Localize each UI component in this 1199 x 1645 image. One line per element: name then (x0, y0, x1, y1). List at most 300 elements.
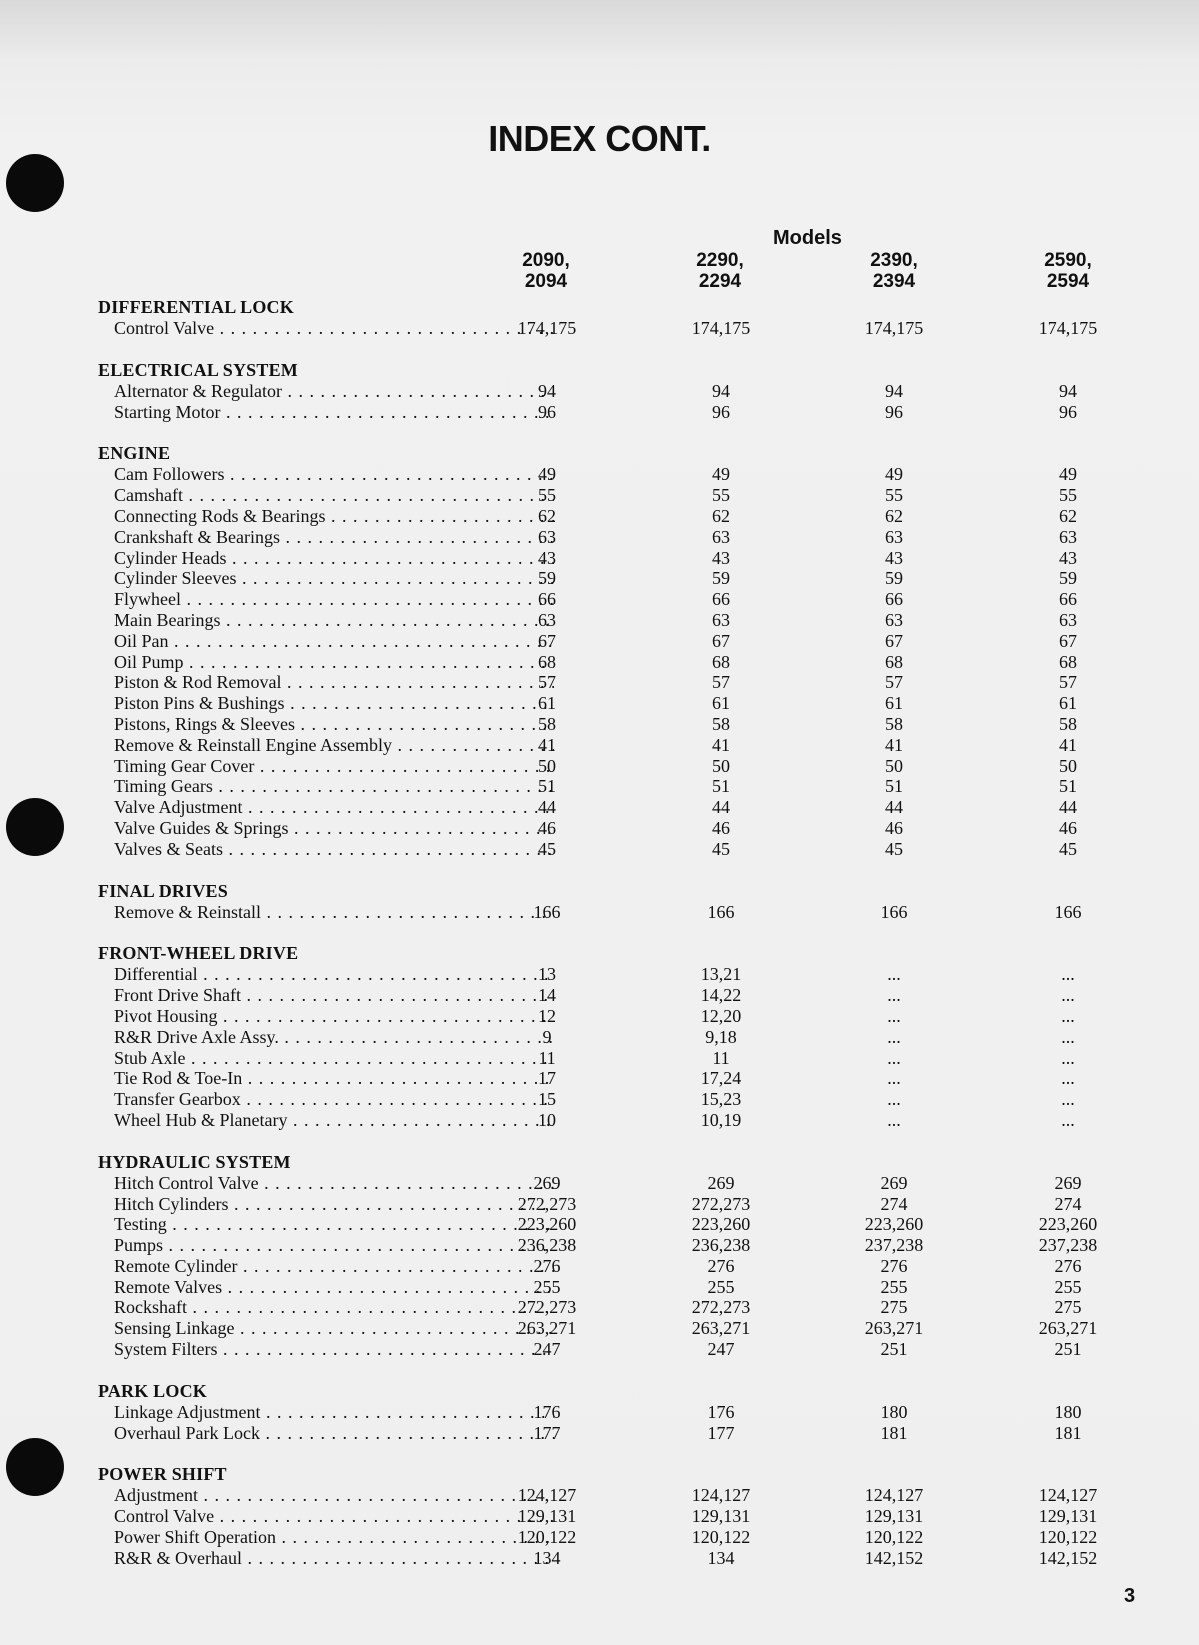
page-reference: 49 (538, 464, 556, 485)
page-reference: ... (1061, 1047, 1075, 1068)
page-reference: 263,271 (864, 1318, 924, 1339)
column-header-line2: 2594 (1046, 271, 1090, 292)
page-reference: 68 (885, 651, 903, 672)
page-reference: ... (887, 1026, 901, 1047)
index-section (98, 943, 1158, 1130)
entry-label: Pivot Housing (114, 1005, 218, 1026)
index-row (98, 1235, 1158, 1256)
page-reference: ... (887, 964, 901, 985)
page-reference: 62 (885, 505, 903, 526)
entry-label: Adjustment (114, 1485, 198, 1506)
index-table (98, 297, 1158, 1590)
section-title: DIFFERENTIAL LOCK (98, 297, 294, 317)
page-reference: 45 (538, 838, 556, 859)
entry-label: Front Drive Shaft (114, 985, 241, 1006)
page-reference: 255 (533, 1276, 561, 1297)
entry-label: Tie Rod & Toe-In (114, 1068, 243, 1089)
index-row (98, 735, 1158, 756)
page-reference: ... (887, 1068, 901, 1089)
index-section (98, 1152, 1158, 1360)
page-reference: 63 (538, 526, 556, 547)
index-row (98, 1256, 1158, 1277)
page-reference: 63 (712, 609, 730, 630)
entry-label: Linkage Adjustment (114, 1401, 261, 1422)
index-row (98, 1173, 1158, 1194)
page-reference: 96 (538, 401, 556, 422)
page-reference: 50 (1059, 755, 1077, 776)
page-reference: 45 (712, 838, 730, 859)
index-row (98, 964, 1158, 985)
page-reference: 255 (707, 1276, 735, 1297)
page-reference: ... (1061, 1068, 1075, 1089)
page-reference: 120,122 (517, 1527, 577, 1548)
entry-label: Cylinder Heads (114, 547, 227, 568)
page-reference: 263,271 (691, 1318, 751, 1339)
page-reference: 50 (538, 755, 556, 776)
page-reference: 10 (538, 1109, 556, 1130)
page-reference: ... (1061, 1005, 1075, 1026)
page-reference: ... (1061, 1026, 1075, 1047)
page-reference: 57 (885, 672, 903, 693)
index-row (98, 1027, 1158, 1048)
index-row (98, 839, 1158, 860)
entry-label: Pistons, Rings & Sleeves (114, 713, 296, 734)
page-reference: 15 (538, 1089, 556, 1110)
entry-label: Pumps (114, 1235, 164, 1256)
page-reference: 43 (1059, 547, 1077, 568)
index-row (98, 610, 1158, 631)
entry-label: Crankshaft & Bearings (114, 526, 280, 547)
page-reference: 275 (1054, 1297, 1082, 1318)
page-reference: 120,122 (1038, 1527, 1098, 1548)
column-header-line1: 2590, (1044, 250, 1092, 271)
page-reference: 272,273 (517, 1193, 577, 1214)
page-reference: 68 (1059, 651, 1077, 672)
page-reference: 67 (538, 630, 556, 651)
page-reference: 43 (712, 547, 730, 568)
page-reference: 61 (885, 693, 903, 714)
index-row (98, 1006, 1158, 1027)
index-row (98, 1548, 1158, 1569)
page-reference: 236,238 (517, 1235, 577, 1256)
entry-label: Hitch Control Valve (114, 1172, 259, 1193)
page-reference: ... (887, 1005, 901, 1026)
entry-label: Cylinder Sleeves (114, 568, 237, 589)
page-reference: 59 (538, 568, 556, 589)
page-reference: 68 (712, 651, 730, 672)
models-label: Models (773, 227, 842, 249)
page-reference: 15,23 (700, 1089, 742, 1110)
entry-label: Power Shift Operation (114, 1527, 276, 1548)
page-reference: 46 (538, 817, 556, 838)
entry-label: Hitch Cylinders (114, 1193, 229, 1214)
page-reference: 276 (533, 1255, 561, 1276)
entry-label: R&R Drive Axle Assy. (114, 1026, 279, 1047)
index-row (98, 548, 1158, 569)
entry-label: Testing (114, 1214, 167, 1235)
entry-label: Timing Gear Cover (114, 755, 255, 776)
page-reference: 66 (712, 589, 730, 610)
index-row (98, 1089, 1158, 1110)
page-reference: 44 (1059, 797, 1077, 818)
index-row (98, 527, 1158, 548)
page-reference: 46 (1059, 817, 1077, 838)
column-header-line1: 2090, (522, 250, 570, 271)
page-reference: 142,152 (864, 1547, 924, 1568)
page-reference: 43 (538, 547, 556, 568)
page-reference: 59 (712, 568, 730, 589)
entry-label: Remove & Reinstall (114, 901, 261, 922)
section-title: PARK LOCK (98, 1380, 207, 1401)
entry-label: Timing Gears (114, 776, 213, 797)
page-reference: 46 (885, 817, 903, 838)
page-reference: 14,22 (700, 985, 742, 1006)
page-reference: 255 (1054, 1276, 1082, 1297)
index-row (98, 776, 1158, 797)
index-row (98, 756, 1158, 777)
page-reference: 58 (885, 713, 903, 734)
page-reference: 11 (712, 1047, 730, 1068)
page-reference: 276 (880, 1255, 908, 1276)
index-row (98, 568, 1158, 589)
index-row (98, 797, 1158, 818)
page-title: INDEX CONT. (488, 118, 711, 159)
page-reference: 49 (885, 464, 903, 485)
index-row (98, 506, 1158, 527)
index-row (98, 1506, 1158, 1527)
index-row (98, 464, 1158, 485)
entry-label: R&R & Overhaul (114, 1547, 242, 1568)
page-reference: 223,260 (517, 1214, 577, 1235)
page-reference: 12,20 (700, 1005, 742, 1026)
index-row (98, 1194, 1158, 1215)
index-section (98, 881, 1158, 923)
page-reference: 44 (712, 797, 730, 818)
page-reference: 94 (1059, 380, 1077, 401)
page-reference: 49 (712, 464, 730, 485)
section-title: POWER SHIFT (98, 1464, 227, 1485)
index-section (98, 360, 1158, 423)
page-reference: 66 (885, 589, 903, 610)
page-reference: 13 (538, 964, 556, 985)
page-reference: 41 (885, 734, 903, 755)
page-number: 3 (1124, 1585, 1136, 1607)
page-reference: 61 (712, 693, 730, 714)
page-reference: 63 (885, 526, 903, 547)
index-row (98, 631, 1158, 652)
index-row (98, 1068, 1158, 1089)
entry-label: Piston Pins & Bushings (114, 693, 285, 714)
page-reference: 94 (538, 380, 556, 401)
page-reference: ... (887, 1109, 901, 1130)
entry-label: System Filters (114, 1339, 218, 1360)
page-reference: ... (1061, 1109, 1075, 1130)
index-section (98, 443, 1158, 859)
page-reference: 174,175 (691, 318, 751, 338)
page-reference: 272,273 (517, 1297, 577, 1318)
page-reference: 180 (880, 1401, 908, 1422)
page-reference: 263,271 (517, 1318, 577, 1339)
column-header-2290 (660, 250, 780, 292)
index-row (98, 1297, 1158, 1318)
page-reference: 58 (1059, 713, 1077, 734)
page-reference: 67 (885, 630, 903, 651)
page-reference: 174,175 (1038, 318, 1098, 338)
column-header-line1: 2290, (696, 250, 744, 271)
entry-label: Transfer Gearbox (114, 1089, 241, 1110)
page-reference: 124,127 (691, 1485, 751, 1506)
section-title: FRONT-WHEEL DRIVE (98, 943, 299, 964)
page-reference: 66 (538, 589, 556, 610)
entry-label: Remove & Reinstall Engine Assembly (114, 734, 392, 755)
page-reference: 61 (1059, 693, 1077, 714)
entry-label: Rockshaft (114, 1297, 187, 1318)
page-reference: 67 (1059, 630, 1077, 651)
page-reference: ... (1061, 964, 1075, 985)
column-header-2090 (486, 250, 606, 292)
page-reference: 263,271 (1038, 1318, 1098, 1339)
index-row (98, 589, 1158, 610)
entry-label: Differential (114, 964, 198, 985)
index-row (98, 693, 1158, 714)
page-reference: 55 (885, 485, 903, 506)
page-reference: 68 (538, 651, 556, 672)
index-row (98, 1318, 1158, 1339)
page-reference: ... (887, 985, 901, 1006)
page-reference: 62 (712, 505, 730, 526)
entry-label: Oil Pan (114, 630, 169, 651)
page-reference: 176 (707, 1401, 735, 1422)
page-reference: 129,131 (517, 1506, 577, 1527)
column-header-line1: 2390, (870, 250, 918, 271)
page-reference: 120,122 (691, 1527, 751, 1548)
page-reference: 124,127 (1038, 1485, 1098, 1506)
index-row (98, 1277, 1158, 1298)
page-reference: 96 (712, 401, 730, 422)
page-reference: 44 (538, 797, 556, 818)
page-reference: 59 (1059, 568, 1077, 589)
page-reference: 62 (538, 505, 556, 526)
page-reference: 41 (1059, 734, 1077, 755)
entry-label: Overhaul Park Lock (114, 1422, 260, 1443)
page-reference: 50 (712, 755, 730, 776)
page-reference: 9 (542, 1026, 552, 1047)
entry-label: Valves & Seats (114, 838, 223, 859)
page-reference: 94 (885, 380, 903, 401)
binder-hole-top (6, 154, 64, 212)
column-header-line2: 2094 (524, 271, 568, 292)
page-reference: 45 (885, 838, 903, 859)
page-reference: 63 (712, 526, 730, 547)
page-reference: 237,238 (1038, 1235, 1098, 1256)
entry-label: Control Valve (114, 1506, 215, 1527)
page-reference: 237,238 (864, 1235, 924, 1256)
page-reference: 275 (880, 1297, 908, 1318)
page-reference: 269 (707, 1172, 735, 1193)
index-row (98, 818, 1158, 839)
entry-label: Sensing Linkage (114, 1318, 235, 1339)
page-reference: 251 (880, 1339, 908, 1360)
index-row (98, 381, 1158, 402)
page-reference: 236,238 (691, 1235, 751, 1256)
page-reference: 124,127 (864, 1485, 924, 1506)
index-row (98, 1527, 1158, 1548)
entry-label: Connecting Rods & Bearings (114, 505, 326, 526)
page-reference: ... (887, 1047, 901, 1068)
page-reference: 63 (538, 609, 556, 630)
index-row (98, 1214, 1158, 1235)
page-reference: 269 (1054, 1172, 1082, 1193)
entry-label: Piston & Rod Removal (114, 672, 282, 693)
page-reference: 276 (707, 1255, 735, 1276)
page-reference: 272,273 (691, 1297, 751, 1318)
page-reference: 166 (533, 901, 561, 922)
page-reference: 51 (1059, 776, 1077, 797)
index-row (98, 1402, 1158, 1423)
page-reference: 276 (1054, 1255, 1082, 1276)
page-reference: 124,127 (517, 1485, 577, 1506)
page-reference: 177 (533, 1422, 561, 1443)
page-reference: 58 (712, 713, 730, 734)
page-reference: 50 (885, 755, 903, 776)
entry-label: Cam Followers (114, 464, 225, 485)
page-reference: 51 (712, 776, 730, 797)
index-row (98, 1485, 1158, 1506)
page-reference: 17 (538, 1068, 556, 1089)
page-reference: 176 (533, 1401, 561, 1422)
page-reference: 44 (885, 797, 903, 818)
page-reference: 120,122 (864, 1527, 924, 1548)
page-reference: ... (1061, 1089, 1075, 1110)
index-row (98, 672, 1158, 693)
index-section (98, 1381, 1158, 1444)
index-row (98, 985, 1158, 1006)
page-reference: 61 (538, 693, 556, 714)
page-reference: ... (1061, 985, 1075, 1006)
entry-label: Remote Valves (114, 1276, 223, 1297)
page-reference: 223,260 (1038, 1214, 1098, 1235)
page-reference: 129,131 (864, 1506, 924, 1527)
page-reference: 142,152 (1038, 1547, 1098, 1568)
page-reference: 57 (538, 672, 556, 693)
index-row (98, 318, 1158, 339)
page-reference: 55 (1059, 485, 1077, 506)
index-row (98, 1048, 1158, 1069)
page-reference: 223,260 (864, 1214, 924, 1235)
page-reference: 62 (1059, 505, 1077, 526)
page-reference: 55 (538, 485, 556, 506)
entry-label: Remote Cylinder (114, 1255, 238, 1276)
page-reference: 272,273 (691, 1193, 751, 1214)
index-section (98, 297, 1158, 339)
column-header-2590 (1008, 250, 1128, 292)
page-reference: 134 (707, 1547, 735, 1568)
page-reference: 255 (880, 1276, 908, 1297)
entry-label: Valve Guides & Springs (114, 817, 289, 838)
index-row (98, 402, 1158, 423)
section-title: HYDRAULIC SYSTEM (98, 1151, 291, 1172)
page-reference: 46 (712, 817, 730, 838)
entry-label: Valve Adjustment (114, 797, 243, 818)
entry-label: Control Valve (114, 318, 215, 338)
entry-label: Wheel Hub & Planetary (114, 1109, 288, 1130)
page-reference: 166 (707, 901, 735, 922)
entry-label: Starting Motor (114, 401, 221, 422)
entry-label: Stub Axle (114, 1047, 186, 1068)
page-reference: 45 (1059, 838, 1077, 859)
column-header-line2: 2294 (698, 271, 742, 292)
page-reference: 49 (1059, 464, 1077, 485)
page-reference: 9,18 (705, 1026, 737, 1047)
page-reference: 63 (885, 609, 903, 630)
page-reference: 129,131 (1038, 1506, 1098, 1527)
page-reference: 43 (885, 547, 903, 568)
page-reference: 247 (533, 1339, 561, 1360)
entry-label: Oil Pump (114, 651, 184, 672)
index-row (98, 1110, 1158, 1131)
page-reference: 181 (1054, 1422, 1082, 1443)
page-reference: 41 (538, 734, 556, 755)
page-reference: 96 (1059, 401, 1077, 422)
page-reference: 55 (712, 485, 730, 506)
page-reference: 174,175 (864, 318, 924, 338)
entry-label: Alternator & Regulator (114, 380, 282, 401)
index-row (98, 485, 1158, 506)
page-reference: 96 (885, 401, 903, 422)
page-reference: 51 (885, 776, 903, 797)
page-reference: 63 (1059, 526, 1077, 547)
entry-label: Main Bearings (114, 609, 221, 630)
index-row (98, 714, 1158, 735)
binder-hole-middle (6, 798, 64, 856)
page-reference: 51 (538, 776, 556, 797)
page-reference: 166 (1054, 901, 1082, 922)
page-reference: 10,19 (700, 1109, 742, 1130)
page-reference: 129,131 (691, 1506, 751, 1527)
page-reference: 247 (707, 1339, 735, 1360)
page-reference: 11 (538, 1047, 556, 1068)
page-reference: 223,260 (691, 1214, 751, 1235)
index-row (98, 652, 1158, 673)
column-header-line2: 2394 (872, 271, 916, 292)
column-header-2390 (834, 250, 954, 292)
page-reference: 274 (880, 1193, 908, 1214)
page-reference: 58 (538, 713, 556, 734)
page-reference: 59 (885, 568, 903, 589)
page-reference: 94 (712, 380, 730, 401)
page-reference: 66 (1059, 589, 1077, 610)
index-row (98, 902, 1158, 923)
page-reference: 269 (533, 1172, 561, 1193)
page-reference: ... (887, 1089, 901, 1110)
page-reference: 177 (707, 1422, 735, 1443)
page-reference: 13,21 (700, 964, 742, 985)
page-reference: 14 (538, 985, 556, 1006)
page-reference: 67 (712, 630, 730, 651)
page-reference: 57 (1059, 672, 1077, 693)
page-reference: 41 (712, 734, 730, 755)
page-reference: 63 (1059, 609, 1077, 630)
entry-label: Flywheel (114, 589, 181, 610)
index-row (98, 1423, 1158, 1444)
page-reference: 274 (1054, 1193, 1082, 1214)
index-row (98, 1339, 1158, 1360)
index-section (98, 1464, 1158, 1568)
section-title: ENGINE (98, 443, 171, 464)
binder-hole-bottom (6, 1438, 64, 1496)
section-title: FINAL DRIVES (98, 880, 228, 901)
page-reference: 269 (880, 1172, 908, 1193)
